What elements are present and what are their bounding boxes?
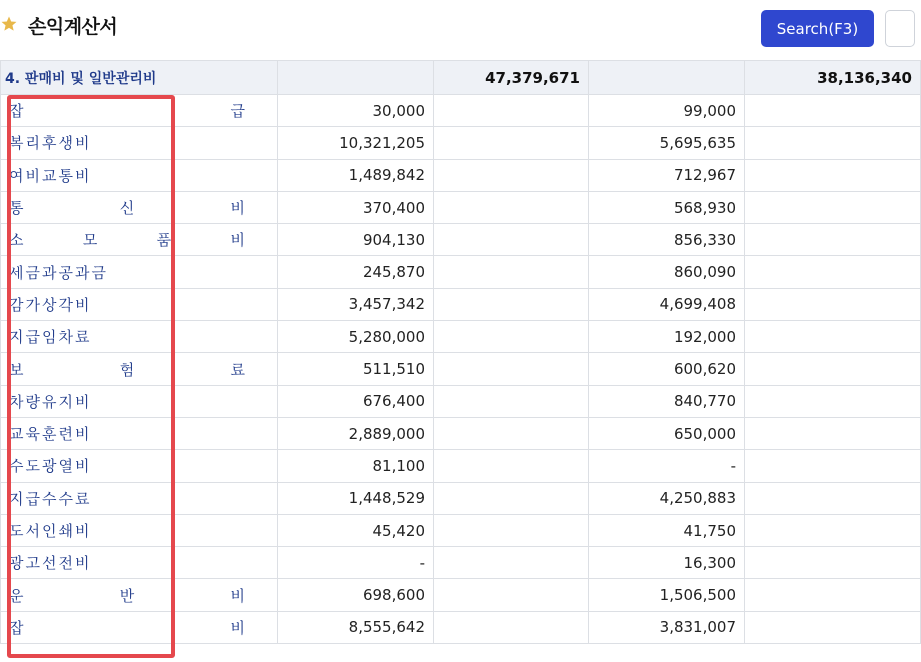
empty-cell (745, 514, 921, 546)
table-row[interactable] (1, 579, 921, 611)
table-row[interactable] (1, 321, 921, 353)
prior-period-amount: 16,300 (589, 547, 745, 579)
current-period-amount: 370,400 (278, 191, 434, 223)
table-row[interactable] (1, 191, 921, 223)
empty-cell (434, 353, 589, 385)
prior-period-amount: 3,831,007 (589, 611, 745, 643)
empty-cell (434, 256, 589, 288)
empty-cell (434, 127, 589, 159)
current-period-amount: 245,870 (278, 256, 434, 288)
empty-cell (745, 95, 921, 127)
current-period-amount: 81,100 (278, 450, 434, 482)
account-label-cell (1, 127, 278, 159)
current-period-amount: 3,457,342 (278, 288, 434, 320)
account-label-cell (1, 191, 278, 223)
empty-cell (434, 579, 589, 611)
table-row[interactable] (1, 417, 921, 449)
current-period-total: 47,379,671 (434, 61, 589, 95)
current-period-amount: 1,489,842 (278, 159, 434, 191)
empty-cell (434, 224, 589, 256)
account-label: 소 모 품 비 (9, 231, 247, 250)
current-period-amount: 45,420 (278, 514, 434, 546)
account-label: 차량유지비 (9, 392, 92, 411)
account-label-cell (1, 385, 278, 417)
prior-period-amount: 1,506,500 (589, 579, 745, 611)
account-label-cell (1, 321, 278, 353)
prior-period-amount: 4,250,883 (589, 482, 745, 514)
account-label-cell (1, 579, 278, 611)
table-row[interactable] (1, 224, 921, 256)
page-header (0, 0, 900, 58)
account-label: 지급수수료 (9, 489, 92, 508)
empty-cell (434, 482, 589, 514)
prior-period-amount: 856,330 (589, 224, 745, 256)
account-label: 보 험 료 (9, 360, 247, 379)
empty-cell (745, 224, 921, 256)
table-row[interactable] (1, 547, 921, 579)
prior-period-amount: 4,699,408 (589, 288, 745, 320)
table-row[interactable] (1, 385, 921, 417)
account-label: 수도광열비 (9, 457, 92, 476)
empty-cell (434, 288, 589, 320)
empty-cell (434, 191, 589, 223)
table-row[interactable] (1, 514, 921, 546)
star-icon[interactable] (0, 15, 18, 33)
prior-period-amount: 600,620 (589, 353, 745, 385)
empty-cell (745, 288, 921, 320)
prior-period-amount: 568,930 (589, 191, 745, 223)
current-period-amount: 5,280,000 (278, 321, 434, 353)
section-row[interactable] (1, 61, 921, 95)
account-label-cell (1, 224, 278, 256)
empty-cell (434, 95, 589, 127)
secondary-button[interactable] (885, 10, 915, 47)
empty-cell (434, 159, 589, 191)
current-period-amount: 698,600 (278, 579, 434, 611)
account-label-cell (1, 482, 278, 514)
prior-period-amount: 650,000 (589, 417, 745, 449)
page-title: 손익계산서 (28, 16, 118, 38)
account-label: 여비교통비 (9, 166, 92, 185)
empty-cell (745, 321, 921, 353)
table-row[interactable] (1, 256, 921, 288)
section-label: 4. 판매비 및 일반관리비 (1, 61, 278, 95)
current-period-amount: 511,510 (278, 353, 434, 385)
prior-period-amount: 840,770 (589, 385, 745, 417)
account-label-cell (1, 353, 278, 385)
account-label-cell (1, 159, 278, 191)
empty-cell (434, 547, 589, 579)
account-label: 세금과공과금 (9, 263, 108, 282)
empty-cell (745, 611, 921, 643)
table-row[interactable] (1, 611, 921, 643)
table-row[interactable] (1, 450, 921, 482)
current-period-amount: 8,555,642 (278, 611, 434, 643)
empty-cell (745, 579, 921, 611)
empty-cell (745, 127, 921, 159)
table-row[interactable] (1, 288, 921, 320)
empty-cell (434, 385, 589, 417)
current-period-amount: - (278, 547, 434, 579)
prior-period-total: 38,136,340 (745, 61, 921, 95)
table-row[interactable] (1, 353, 921, 385)
empty-cell (434, 417, 589, 449)
current-period-amount: 30,000 (278, 95, 434, 127)
account-label-cell (1, 95, 278, 127)
empty-cell (745, 353, 921, 385)
account-label-cell (1, 288, 278, 320)
income-statement-table (0, 60, 921, 644)
account-label: 광고선전비 (9, 554, 92, 573)
current-period-amount: 10,321,205 (278, 127, 434, 159)
empty-cell (434, 450, 589, 482)
account-label-cell (1, 417, 278, 449)
table-row[interactable] (1, 482, 921, 514)
table-row[interactable] (1, 159, 921, 191)
prior-period-amount: 99,000 (589, 95, 745, 127)
empty-cell (745, 385, 921, 417)
current-period-amount: 904,130 (278, 224, 434, 256)
search-button[interactable]: Search(F3) (761, 10, 874, 47)
account-label-cell (1, 514, 278, 546)
current-period-amount: 1,448,529 (278, 482, 434, 514)
table-body (1, 61, 921, 644)
current-period-amount: 676,400 (278, 385, 434, 417)
empty-cell (434, 611, 589, 643)
table-row[interactable] (1, 127, 921, 159)
account-label-cell (1, 450, 278, 482)
prior-period-amount: 860,090 (589, 256, 745, 288)
prior-period-amount: 192,000 (589, 321, 745, 353)
account-label: 교육훈련비 (9, 425, 92, 444)
table-row[interactable] (1, 95, 921, 127)
empty-cell (745, 482, 921, 514)
account-label: 지급임차료 (9, 328, 92, 347)
prior-period-amount: 41,750 (589, 514, 745, 546)
empty-cell (434, 514, 589, 546)
empty-cell (745, 191, 921, 223)
prior-period-amount: 712,967 (589, 159, 745, 191)
account-label: 운 반 비 (9, 586, 247, 605)
account-label-cell (1, 611, 278, 643)
prior-period-amount: 5,695,635 (589, 127, 745, 159)
account-label: 복리후생비 (9, 134, 92, 153)
account-label-cell (1, 256, 278, 288)
current-period-amount: 2,889,000 (278, 417, 434, 449)
account-label-cell (1, 547, 278, 579)
empty-cell (434, 321, 589, 353)
empty-cell (278, 61, 434, 95)
empty-cell (745, 547, 921, 579)
account-label: 감가상각비 (9, 295, 92, 314)
empty-cell (745, 159, 921, 191)
account-label: 잡 비 (9, 618, 247, 637)
empty-cell (745, 450, 921, 482)
prior-period-amount: - (589, 450, 745, 482)
empty-cell (745, 417, 921, 449)
account-label: 도서인쇄비 (9, 522, 92, 540)
empty-cell (589, 61, 745, 95)
account-label: 통 신 비 (9, 199, 247, 218)
empty-cell (745, 256, 921, 288)
account-label: 잡 급 (9, 102, 247, 121)
